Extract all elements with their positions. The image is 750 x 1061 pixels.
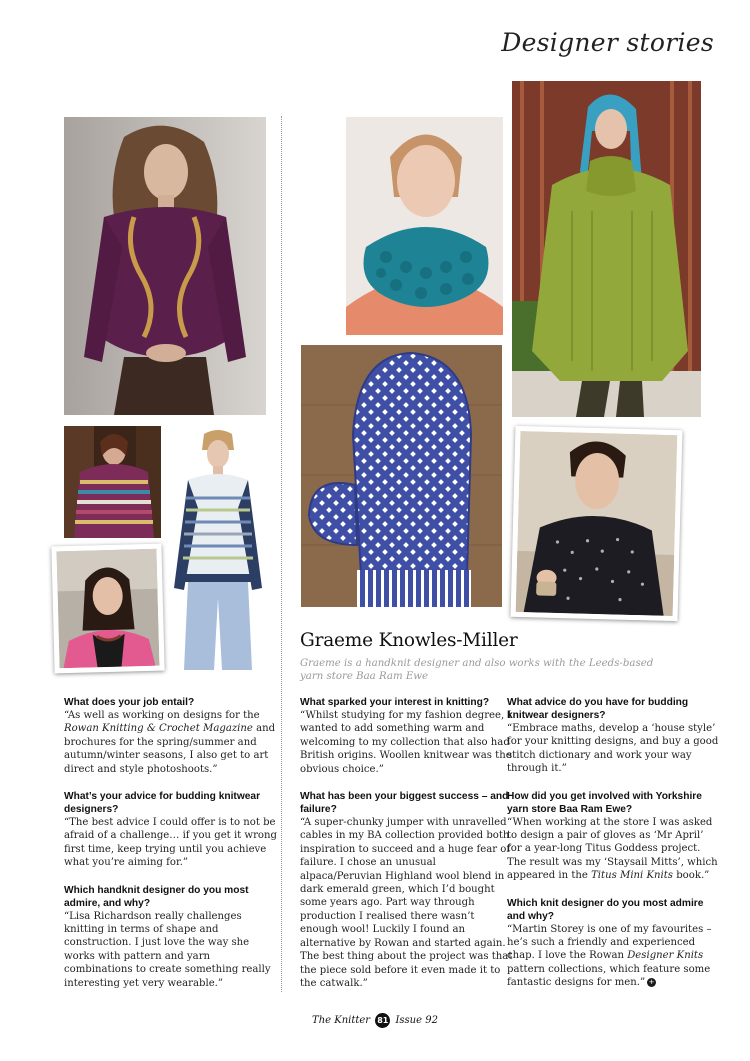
interview-block bbox=[64, 790, 278, 870]
answer-text: “The best advice I could offer is to not be afraid of a challenge… if you get it wrong first time, keep trying until you achieve what you’re aiming for.” bbox=[64, 817, 277, 869]
answer-text: “Martin Storey is one of my favourites – he’s such a friendly and experienced chap. I love the Rowan bbox=[507, 923, 712, 962]
interview-question: Which knit designer do you most admire and why? bbox=[507, 897, 704, 922]
photo-teal-cowl-model bbox=[346, 117, 503, 335]
footer-issue: Issue 92 bbox=[395, 1015, 438, 1026]
interview-question: What sparked your interest in knitting? bbox=[300, 697, 490, 708]
interview-block bbox=[507, 897, 721, 990]
interview-answer bbox=[64, 910, 278, 990]
interview-column-1 bbox=[64, 696, 278, 1004]
interview-answer bbox=[64, 816, 278, 870]
answer-text: “Lisa Richardson really challenges knitting in terms of shape and construction. I just love the way she works with pattern and yarn combinations to create something really interesting yet very wearable.” bbox=[64, 910, 271, 989]
photo-green-jumper-catwalk-model bbox=[512, 81, 701, 417]
section-title: Designer stories bbox=[501, 28, 714, 57]
answer-text: “As well as working on designs for the bbox=[64, 710, 260, 721]
interview-question: What advice do you have for budding knitwear designers? bbox=[507, 697, 689, 721]
interview-answer bbox=[507, 923, 721, 990]
interview-block bbox=[64, 696, 278, 776]
interview-block bbox=[64, 884, 278, 990]
interview-block bbox=[507, 696, 721, 776]
page-number-badge: 81 bbox=[375, 1013, 390, 1028]
photo-purple-sweater-model bbox=[64, 117, 266, 415]
answer-text: “A super-chunky jumper with unravelled cables in my BA collection provided both inspiration to succeed and a huge fear of failure. I chose an unusual alpaca/Peruvian Highland wool blend in dark emerald green, which I’d bought some years ago. Part way through production I realised there wasn’t enough wool! Luckily I found an alternative by Rowan and started again. The best thing about the project was that the piece sold before it even made it to the catwalk.” bbox=[300, 817, 513, 989]
answer-text: and brochures for the spring/summer and autumn/winter seasons, I also get to art direct and style photoshoots.” bbox=[64, 723, 276, 775]
photo-designer-portrait-man bbox=[511, 426, 683, 621]
author-intro: Graeme is a handknit designer and also works with the Leeds-based yarn store Baa Ram Ewe bbox=[300, 658, 654, 682]
page-footer bbox=[0, 1013, 750, 1028]
answer-text: Titus Mini Knits bbox=[591, 870, 673, 882]
interview-answer bbox=[300, 709, 514, 776]
answer-text: “Embrace maths, develop a ‘house style’ for your knitting designs, and buy a good stitch dictionary and work your way through it.” bbox=[507, 723, 719, 775]
answer-text: pattern collections, which feature some fantastic designs for men.” bbox=[507, 963, 711, 989]
photo-designer-portrait-woman bbox=[51, 544, 164, 674]
photo-striped-wrap-model bbox=[64, 426, 161, 538]
answer-text: book.” bbox=[673, 870, 710, 882]
footer-magazine-title: The Knitter bbox=[312, 1015, 371, 1026]
interview-question: What does your job entail? bbox=[64, 697, 195, 708]
interview-answer bbox=[507, 722, 721, 776]
answer-text: “Whilst studying for my fashion degree, I wanted to add something warm and welcoming to my collection that also had British origins. Woollen knitwear was the obvious choice.” bbox=[300, 710, 512, 775]
interview-answer bbox=[64, 709, 278, 776]
answer-text: Rowan Knitting & Crochet Magazine bbox=[64, 723, 253, 735]
interview-column-3 bbox=[507, 696, 721, 1004]
interview-question: Which handknit designer do you most admire, and why? bbox=[64, 884, 249, 909]
interview-question: How did you get involved with Yorkshire yarn store Baa Ram Ewe? bbox=[507, 790, 702, 815]
interview-question: What’s your advice for budding knitwear designers? bbox=[64, 791, 261, 816]
column-divider bbox=[281, 116, 282, 992]
interview-column-2 bbox=[300, 696, 514, 1004]
photo-striped-jumper-model bbox=[170, 428, 266, 670]
interview-block bbox=[507, 790, 721, 883]
interview-block bbox=[300, 696, 514, 776]
author-name: Graeme Knowles-Miller bbox=[300, 630, 518, 651]
answer-text: Designer Knits bbox=[627, 950, 704, 962]
interview-answer bbox=[300, 816, 514, 990]
answer-text: “When working at the store I was asked to design a pair of gloves as ‘Mr April’ for a year-long Titus Goddess project. The result was my ‘Staysail Mitts’, which appeared in the bbox=[507, 816, 718, 882]
interview-block bbox=[300, 790, 514, 990]
interview-question: What has been your biggest success – and failure? bbox=[300, 791, 509, 816]
interview-answer bbox=[507, 816, 721, 883]
end-of-article-icon: + bbox=[648, 977, 655, 986]
photo-blue-fair-isle-mitten bbox=[301, 345, 502, 607]
